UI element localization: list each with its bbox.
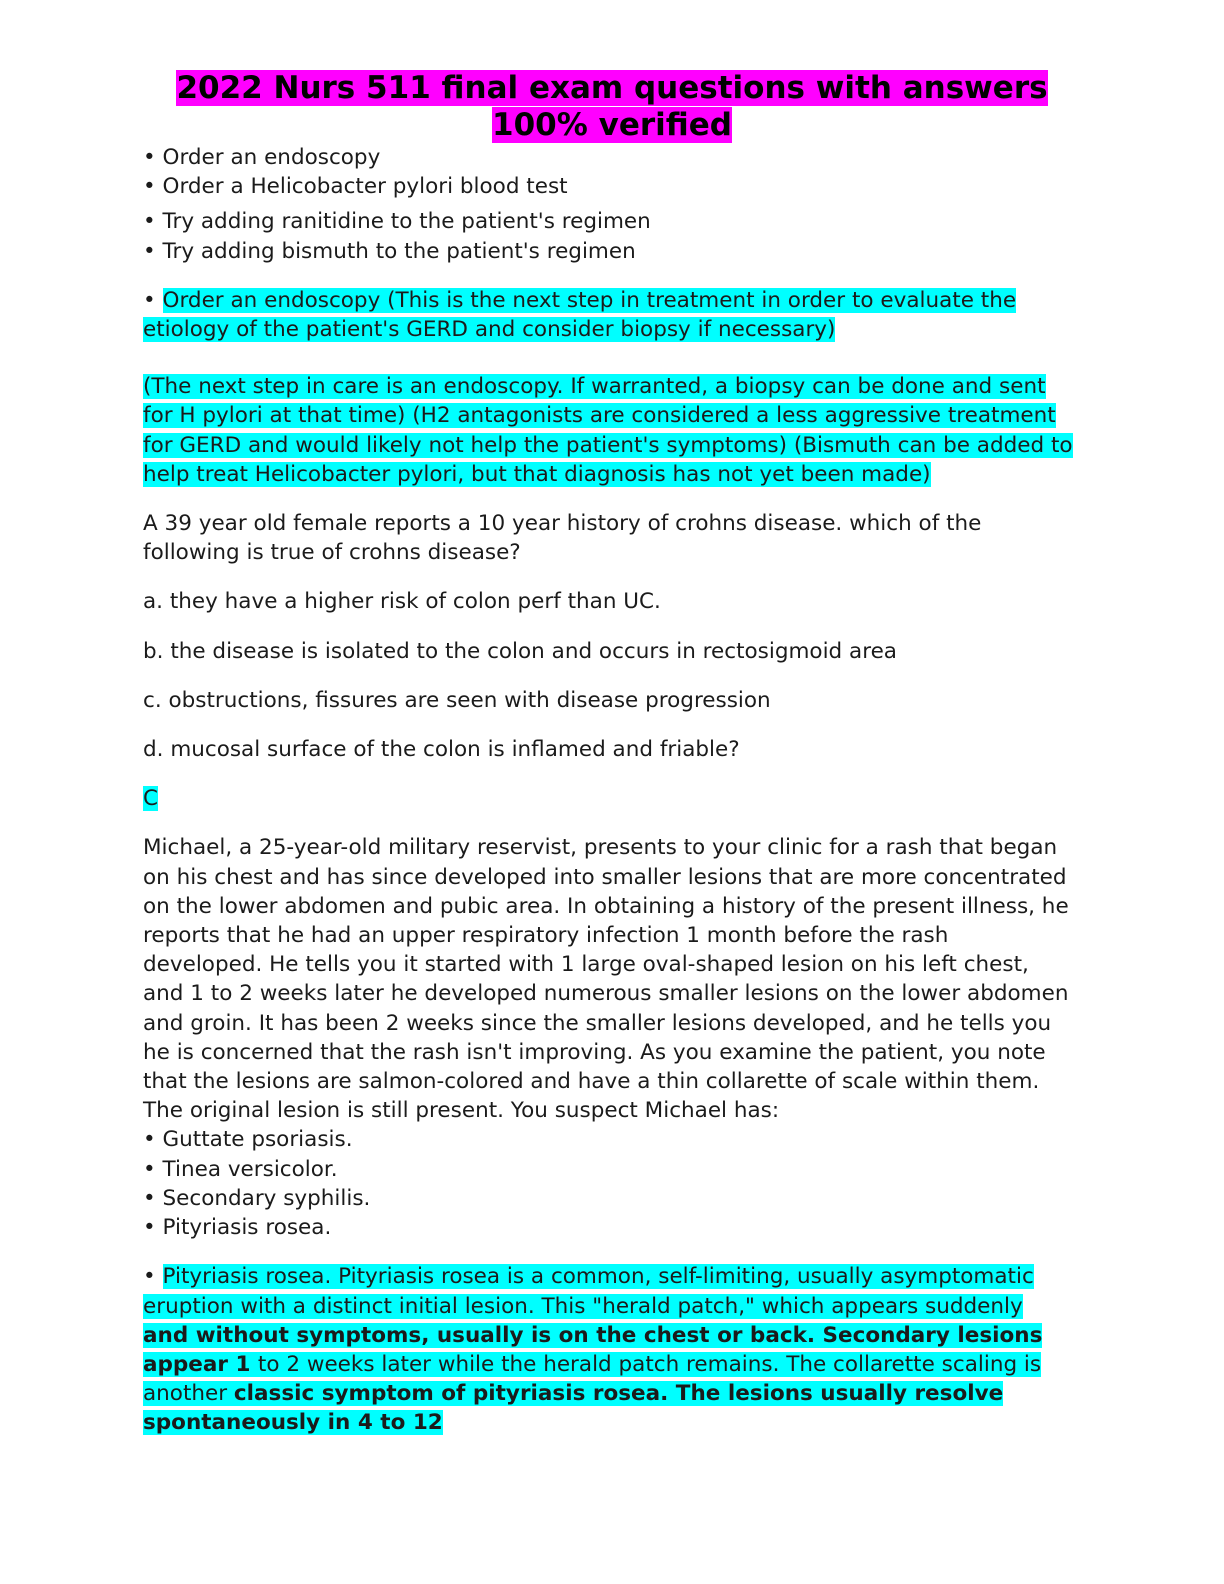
q1-answer-bullet: • bbox=[143, 287, 163, 313]
q1-option: • Order a Helicobacter pylori blood test bbox=[143, 174, 568, 200]
q2-question: A 39 year old female reports a 10 year history of crohns disease. which of the following is true of crohns disease? bbox=[143, 511, 982, 566]
q2-option: b. the disease is isolated to the colon and occurs in rectosigmoid area bbox=[143, 638, 897, 664]
title-line-1: 2022 Nurs 511 final exam questions with answers bbox=[176, 70, 1048, 106]
q1-rationale-text: (The next step in care is an endoscopy. If warranted, a biopsy can be done and sent for H pylori at that time) (H2 antagonists are considered a less aggressive treatment for GERD and would likely not help the patient's symptoms) (Bismuth can be added to help treat Helicobacter pylori, but that diagnosis has not yet been made) bbox=[143, 374, 1073, 487]
q1-option: • Try adding ranitidine to the patient's regimen bbox=[143, 209, 651, 235]
q3-option: • Guttate psoriasis. bbox=[143, 1127, 353, 1153]
document-title bbox=[140, 70, 1084, 144]
q3-option: • Pityriasis rosea. bbox=[143, 1215, 332, 1241]
q2-option: a. they have a higher risk of colon perf than UC. bbox=[143, 589, 661, 615]
q3-answer-text: Pityriasis rosea. Pityriasis rosea is a common, self-limiting, usually asymptomatic eruption with a distinct initial lesion. This "herald patch," which appears suddenly bbox=[143, 1264, 1034, 1319]
q1-rationale bbox=[143, 372, 1073, 489]
q3-answer-bullet: • bbox=[143, 1264, 163, 1290]
q2-answer bbox=[143, 784, 1073, 813]
q1-answer-text: Order an endoscopy (This is the next step in treatment in order to evaluate the etiology of the patient's GERD and consider biopsy if necessary) bbox=[143, 287, 1017, 343]
q3-question: Michael, a 25-year-old military reservist, presents to your clinic for a rash that began on his chest and has since developed into smaller lesions that are more concentrated on the lower abdomen and pubic area. In obtaining a history of the present illness, he reports that he had an upper respiratory infection 1 month before the rash developed. He tells you it started with 1 large oval-shaped lesion on his left chest, and 1 to 2 weeks later he developed numerous smaller lesions on the lower abdomen and groin. It has been 2 weeks since the smaller lesions developed, and he tells you he is concerned that the rash isn't improving. As you examine the patient, you note that the lesions are salmon-colored and have a thin collarette of scale within them. The original lesion is still present. You suspect Michael has: bbox=[143, 835, 1069, 1124]
q3-answer bbox=[143, 1262, 1073, 1437]
q2-option: c. obstructions, fissures are seen with disease progression bbox=[143, 687, 771, 713]
document-body bbox=[143, 143, 1073, 1438]
q3-answer-text-2: to 2 weeks later while the herald patch remains. The collarette scaling is another bbox=[143, 1351, 1042, 1407]
q1-answer bbox=[143, 286, 1073, 344]
q3-option: • Tinea versicolor. bbox=[143, 1156, 338, 1182]
q3-option: • Secondary syphilis. bbox=[143, 1185, 371, 1211]
q3-answer-bold-text-2: classic symptom of pityriasis rosea. The lesions usually resolve spontaneously in 4 to 12 bbox=[143, 1381, 1004, 1436]
q1-option: • Try adding bismuth to the patient's regimen bbox=[143, 238, 636, 264]
q1-option: • Order an endoscopy bbox=[143, 145, 381, 170]
q2-option: d. mucosal surface of the colon is inflamed and friable? bbox=[143, 737, 740, 763]
q3-answer-bold-text: and without symptoms, usually is on the chest or back. Secondary lesions appear 1 bbox=[143, 1322, 1043, 1377]
q2-answer-text: C bbox=[143, 786, 159, 812]
title-line-2: 100% verified bbox=[492, 107, 732, 143]
